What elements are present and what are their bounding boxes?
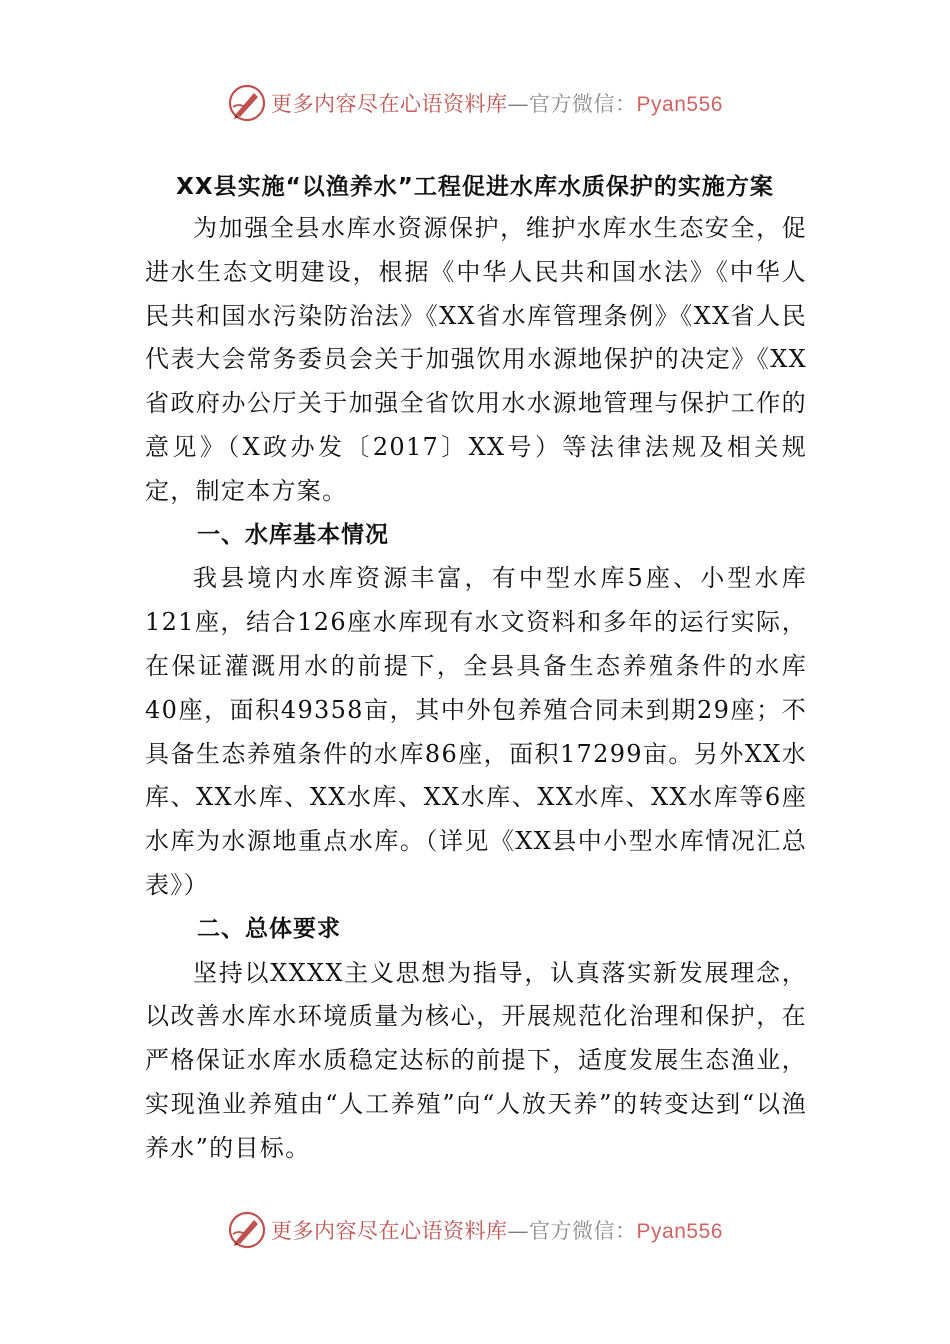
watermark-text: 更多内容尽在心语资料库 bbox=[271, 1219, 508, 1243]
section-heading-2: 二、总体要求 bbox=[197, 915, 341, 942]
intro-paragraph: 为加强全县水库水资源保护，维护水库水生态安全，促进水生态文明建设，根据《中华人民共和国水法》《中华人民共和国水污染防治法》《XX省水库管理条例》《XX省人民代表大会常务委员会关于加强饮用水源地保护的决定》《XX省政府办公厅关于加强全省饮用水水源地管理与保护工作的意见》（X政办发〔2017〕XX号）等法律法规及相关规定，制定本方案。 bbox=[145, 214, 807, 505]
pen-logo-icon bbox=[227, 83, 267, 123]
watermark-separator: — bbox=[507, 92, 530, 116]
document-title: XX县实施“以渔养水”工程促进水库水质保护的实施方案 bbox=[176, 174, 774, 200]
watermark-banner-bottom bbox=[0, 1207, 950, 1253]
document-body bbox=[145, 207, 807, 1171]
watermark-text: 更多内容尽在心语资料库 bbox=[271, 92, 508, 116]
pen-logo-icon bbox=[227, 1210, 267, 1250]
watermark-label: 官方微信： bbox=[529, 92, 637, 116]
watermark-label: 官方微信： bbox=[529, 1219, 637, 1243]
watermark-wechat-id: Pyan556 bbox=[636, 1220, 723, 1243]
section-paragraph-1: 我县境内水库资源丰富，有中型水库5座、小型水库121座，结合126座水库现有水文资料和多年的运行实际，在保证灌溉用水的前提下，全县具备生态养殖条件的水库40座，面积49358亩，其中外包养殖合同未到期29座；不具备生态养殖条件的水库86座，面积17299亩。另外XX水库、XX水库、XX水库、XX水库、XX水库、XX水库等6座水库为水源地重点水库。（详见《XX县中小型水库情况汇总表》） bbox=[145, 564, 807, 899]
section-heading-1: 一、水库基本情况 bbox=[197, 521, 389, 548]
watermark-separator: — bbox=[507, 1219, 530, 1243]
watermark-wechat-id: Pyan556 bbox=[636, 93, 723, 116]
watermark-banner-top bbox=[0, 80, 950, 126]
section-paragraph-2: 坚持以XXXX主义思想为指导，认真落实新发展理念，以改善水库水环境质量为核心，开展规范化治理和保护，在严格保证水库水质稳定达标的前提下，适度发展生态渔业，实现渔业养殖由“人工养殖”向“人放天养”的转变达到“以渔养水”的目标。 bbox=[145, 958, 807, 1162]
